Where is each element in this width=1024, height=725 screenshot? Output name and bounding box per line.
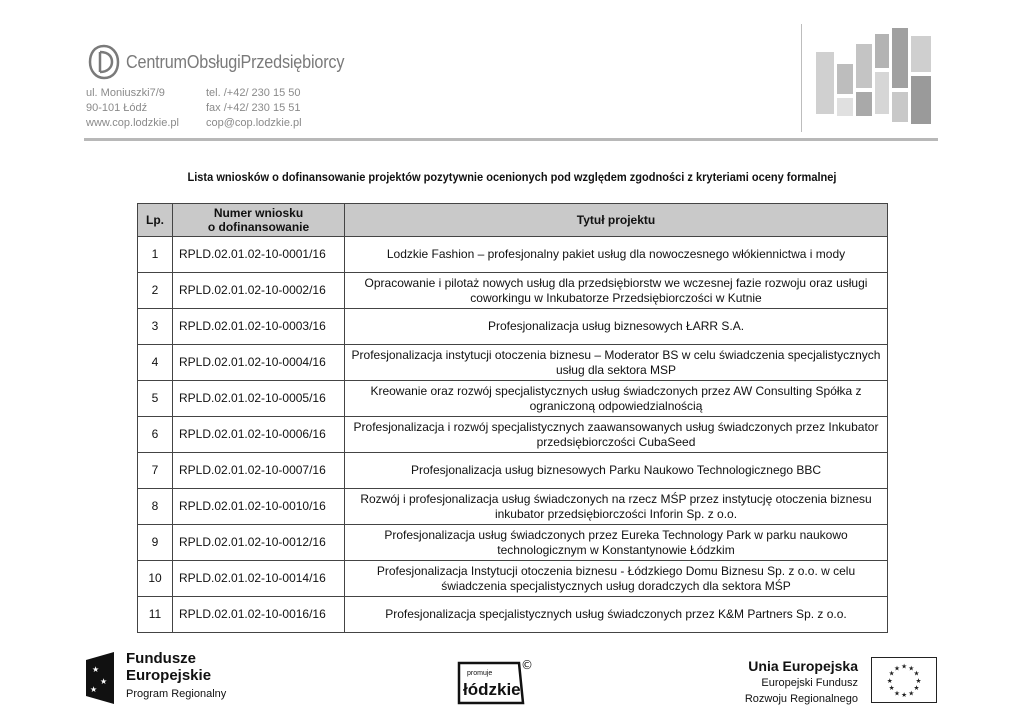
cell-title: Lodzkie Fashion – profesjonalny pakiet usług dla nowoczesnego włókiennictwa i mody: [345, 237, 888, 273]
lodz-logo-small-text: promuje: [467, 670, 493, 677]
cell-lp: 11: [138, 597, 173, 633]
cell-number: RPLD.02.01.02-10-0005/16: [173, 381, 345, 417]
cell-lp: 4: [138, 345, 173, 381]
cell-title: Profesjonalizacja Instytucji otoczenia biznesu - Łódzkiego Domu Biznesu Sp. z o.o. w celu świadczenia specjalistycznych usług doradczych dla sektora MŚP: [345, 561, 888, 597]
cell-number: RPLD.02.01.02-10-0014/16: [173, 561, 345, 597]
fe-line-2: Europejskie: [126, 667, 212, 684]
eu-star-icon: ★: [888, 684, 895, 693]
eu-star-icon: ★: [913, 669, 920, 678]
table-row: [138, 561, 888, 597]
eu-star-icon: ★: [893, 664, 900, 673]
phone-number: tel. /+42/ 230 15 50: [206, 87, 301, 99]
cell-title: Rozwój i profesjonalizacja usług świadczonych na rzecz MŚP przez instytucję otoczenia biznesu inkubator przedsiębiorczości Inforin Sp. z o.o.: [345, 489, 888, 525]
table-row: [138, 525, 888, 561]
cell-title: Profesjonalizacja usług biznesowych Parku Naukowo Technologicznego BBC: [345, 453, 888, 489]
eu-star-icon: ★: [915, 676, 922, 685]
cell-number: RPLD.02.01.02-10-0003/16: [173, 309, 345, 345]
address-city: 90-101 Łódź: [86, 102, 148, 114]
ue-sub-1: Europejski Fundusz: [761, 677, 858, 689]
eu-star-icon: ★: [886, 676, 893, 685]
cell-number: RPLD.02.01.02-10-0010/16: [173, 489, 345, 525]
website-link[interactable]: www.cop.lodzkie.pl: [86, 117, 179, 129]
cell-number: RPLD.02.01.02-10-0002/16: [173, 273, 345, 309]
decorative-bars-graphic: [812, 24, 942, 134]
cell-lp: 8: [138, 489, 173, 525]
cell-lp: 2: [138, 273, 173, 309]
cell-title: Profesjonalizacja usług świadczonych przez Eureka Technology Park w parku naukowo technologicznym w Konstantynowie Łódzkim: [345, 525, 888, 561]
table-row: [138, 453, 888, 489]
column-header-number: [173, 204, 345, 237]
cell-number: RPLD.02.01.02-10-0016/16: [173, 597, 345, 633]
ue-title: Unia Europejska: [748, 658, 858, 674]
table-header-row: [138, 204, 888, 237]
lodz-logo-big-text: łódzkie: [463, 680, 521, 699]
table-row: [138, 345, 888, 381]
eu-star-icon: ★: [901, 691, 908, 700]
cop-logo: [88, 44, 369, 80]
table-row: [138, 273, 888, 309]
table-row: [138, 417, 888, 453]
eu-star-icon: ★: [913, 684, 920, 693]
fax-number: fax /+42/ 230 15 51: [206, 102, 301, 114]
eu-flag-icon: [871, 657, 937, 703]
cell-number: RPLD.02.01.02-10-0012/16: [173, 525, 345, 561]
cell-lp: 10: [138, 561, 173, 597]
cell-title: Profesjonalizacja instytucji otoczenia biznesu – Moderator BS w celu świadczenia specjalistycznych usług dla sektora MSP: [345, 345, 888, 381]
email-link[interactable]: cop@cop.lodzkie.pl: [206, 117, 302, 129]
cell-number: RPLD.02.01.02-10-0004/16: [173, 345, 345, 381]
cell-lp: 9: [138, 525, 173, 561]
table-row: [138, 309, 888, 345]
cell-lp: 3: [138, 309, 173, 345]
cell-number: RPLD.02.01.02-10-0007/16: [173, 453, 345, 489]
cell-title: Kreowanie oraz rozwój specjalistycznych usług świadczonych przez AW Consulting Spółka z ograniczoną odpowiedzialnością: [345, 381, 888, 417]
address-street: ul. Moniuszki7/9: [86, 87, 165, 99]
applications-table: [137, 203, 888, 633]
cell-title: Profesjonalizacja usług biznesowych ŁARR S.A.: [345, 309, 888, 345]
column-header-lp: Lp.: [138, 204, 173, 237]
cell-title: Profesjonalizacja i rozwój specjalistycznych zaawansowanych usług świadczonych przez Inkubator przedsiębiorczości CubaSeed: [345, 417, 888, 453]
eu-star-icon: ★: [908, 664, 915, 673]
cop-logo-text: CentrumObsługiPrzedsiębiorcy: [126, 51, 345, 72]
address-block: [86, 86, 179, 131]
cell-lp: 6: [138, 417, 173, 453]
cell-number: RPLD.02.01.02-10-0006/16: [173, 417, 345, 453]
fe-line-1: Fundusze: [126, 650, 196, 667]
promuje-lodzkie-logo: [457, 657, 535, 705]
cell-title: Opracowanie i pilotaż nowych usług dla przedsiębiorstw we wczesnej fazie rozwoju oraz usługi coworkingu w Inkubatorze Przedsiębiorczości w Kutnie: [345, 273, 888, 309]
fe-line-3: Program Regionalny: [126, 688, 227, 700]
cell-lp: 5: [138, 381, 173, 417]
table-row: [138, 489, 888, 525]
column-header-number-line2: o dofinansowanie: [207, 220, 310, 234]
svg-text:★: ★: [100, 677, 108, 686]
lodz-logo-mark: ©: [521, 658, 533, 672]
table-row: [138, 597, 888, 633]
cell-lp: 1: [138, 237, 173, 273]
fundusze-europejskie-logo: [84, 650, 226, 706]
header-vertical-divider: [801, 24, 802, 132]
cell-title: Profesjonalizacja specjalistycznych usług świadczonych przez K&M Partners Sp. z o.o.: [345, 597, 888, 633]
page-title: Lista wniosków o dofinansowanie projektów pozytywnie ocenionych pod względem zgodności z kryteriami oceny formalnej: [187, 170, 837, 184]
contact-block: [206, 86, 302, 131]
eu-star-icon: ★: [908, 689, 915, 698]
fundusze-europejskie-flag-icon: [84, 650, 116, 706]
cell-lp: 7: [138, 453, 173, 489]
header-divider: [84, 138, 938, 141]
column-header-number-line1: Numer wniosku: [213, 206, 304, 220]
eu-star-icon: ★: [901, 662, 908, 671]
table-row: [138, 381, 888, 417]
ue-sub-2: Rozwoju Regionalnego: [744, 693, 858, 705]
eu-star-icon: ★: [888, 669, 895, 678]
svg-text:★: ★: [92, 665, 100, 674]
ue-text-block: [740, 658, 858, 706]
cell-number: RPLD.02.01.02-10-0001/16: [173, 237, 345, 273]
column-header-title: Tytuł projektu: [345, 204, 888, 237]
eu-star-icon: ★: [893, 689, 900, 698]
cop-logo-mark-icon: [88, 44, 120, 80]
table-row: [138, 237, 888, 273]
svg-text:★: ★: [90, 685, 98, 694]
